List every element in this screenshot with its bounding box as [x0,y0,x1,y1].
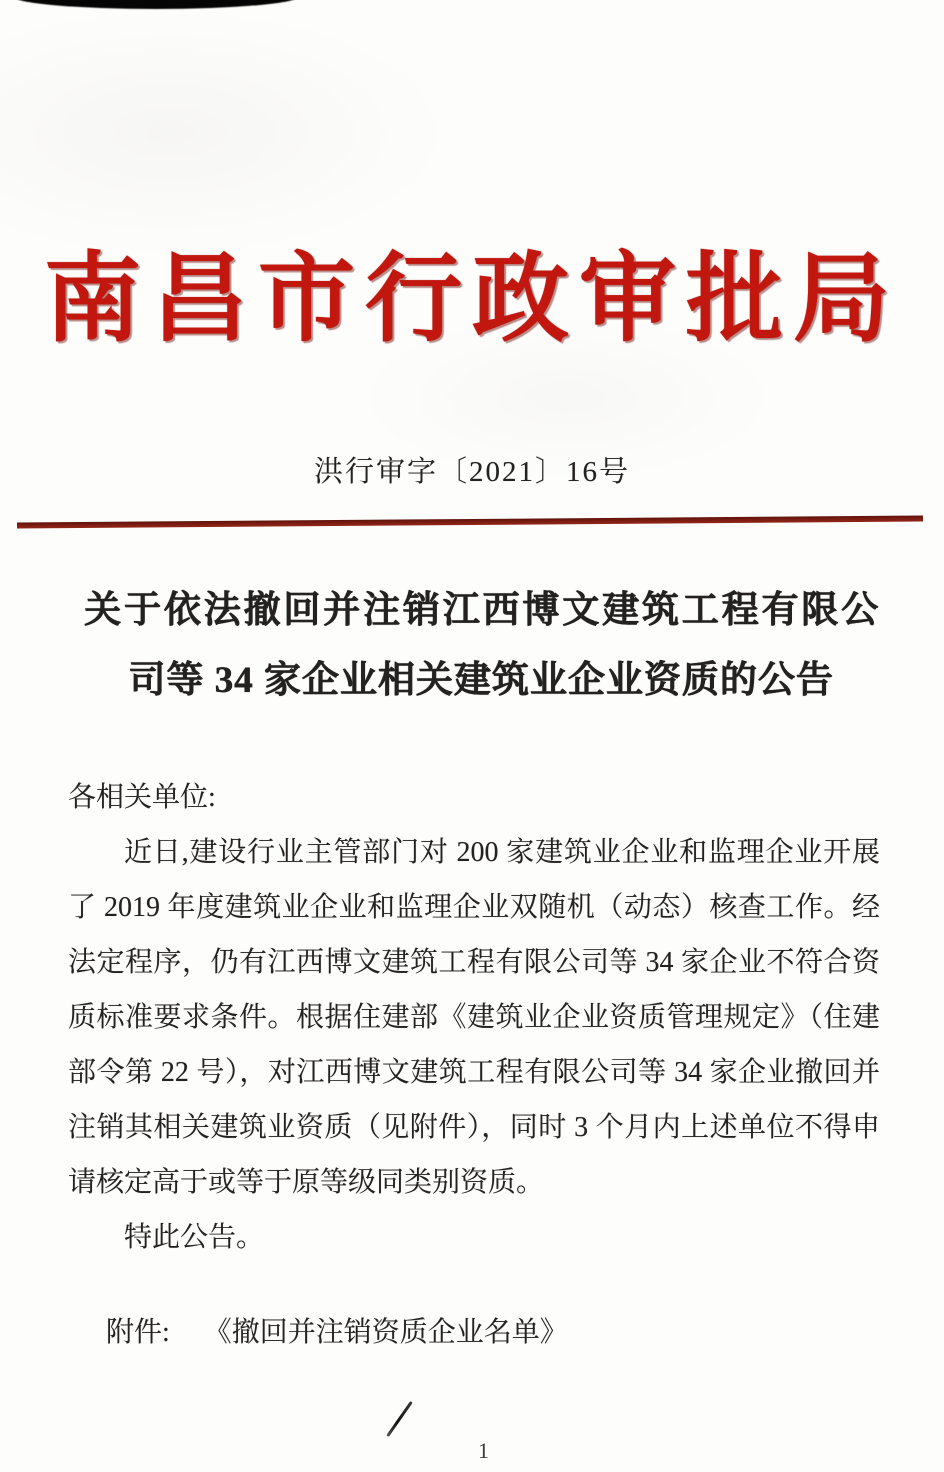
body-line-2: 了 2019 年度建筑业企业和监理企业双随机（动态）核查工作。经 [68,892,880,923]
handwritten-slash-mark [386,1401,413,1437]
announcement-title-line1: 关于依法撤回并注销江西博文建筑工程有限公 [84,590,878,631]
body-line-6: 注销其相关建筑业资质（见附件），同时 3 个月内上述单位不得申 [68,1112,880,1143]
body-line-3: 法定程序，仍有江西博文建筑工程有限公司等 34 家企业不符合资 [68,947,880,978]
body-line-1: 近日,建设行业主管部门对 200 家建筑业企业和监理企业开展 [124,837,880,868]
body-line-7: 请核定高于或等于原等级同类别资质。 [68,1167,545,1198]
closing-statement: 特此公告。 [124,1222,265,1253]
document-body [68,770,880,1265]
page-number: 1 [478,1438,489,1463]
scan-artifact-top-edge [12,0,300,9]
issuer-header-title: 南昌市行政审批局 [44,246,900,353]
body-line-4: 质标准要求条件。根据住建部《建筑业企业资质管理规定》（住建 [68,1002,880,1033]
announcement-title [84,576,878,716]
attachment-line [68,1312,880,1354]
attachment-label: 附件: [106,1317,170,1348]
announcement-title-line2: 司等 34 家企业相关建筑业企业资质的公告 [128,660,834,701]
red-separator-rule [17,516,923,529]
body-line-5: 部令第 22 号），对江西博文建筑工程有限公司等 34 家企业撤回并 [68,1057,880,1088]
salutation: 各相关单位: [68,782,216,813]
attachment-title: 《撤回并注销资质企业名单》 [203,1317,568,1348]
document-reference-number: 洪行审字〔2021〕16号 [313,456,630,488]
